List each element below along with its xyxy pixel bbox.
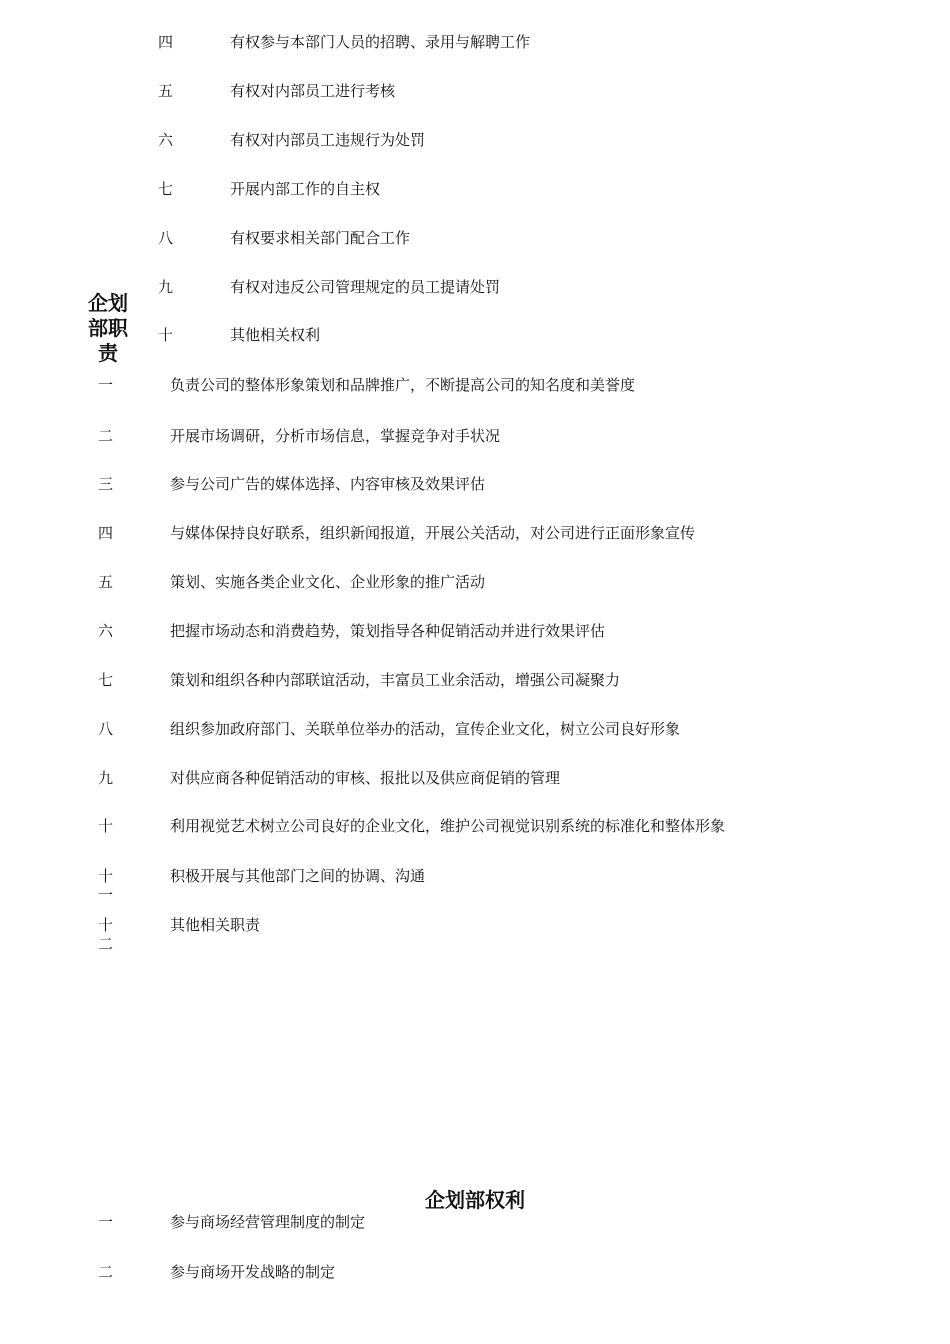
item-text: 其他相关职责 bbox=[170, 916, 261, 934]
item-number: 十一 bbox=[98, 867, 114, 904]
item-text: 有权要求相关部门配合工作 bbox=[230, 229, 411, 247]
item-number: 四 bbox=[158, 33, 174, 51]
item-text: 负责公司的整体形象策划和品牌推广，不断提高公司的知名度和美誉度 bbox=[170, 376, 636, 394]
item-number: 七 bbox=[158, 180, 174, 198]
item-text: 策划和组织各种内部联谊活动，丰富员工业余活动，增强公司凝聚力 bbox=[170, 671, 621, 689]
item-number: 五 bbox=[98, 573, 114, 591]
item-number: 七 bbox=[98, 671, 114, 689]
item-number: 二 bbox=[98, 427, 114, 445]
item-text: 参与商场开发战略的制定 bbox=[170, 1263, 336, 1281]
item-number: 二 bbox=[98, 1263, 114, 1281]
item-number: 八 bbox=[158, 229, 174, 247]
item-number: 九 bbox=[98, 769, 114, 787]
item-text: 与媒体保持良好联系，组织新闻报道，开展公关活动，对公司进行正面形象宣传 bbox=[170, 524, 696, 542]
item-number: 六 bbox=[158, 131, 174, 149]
item-text: 开展市场调研，分析市场信息，掌握竞争对手状况 bbox=[170, 427, 501, 445]
item-text: 参与公司广告的媒体选择、内容审核及效果评估 bbox=[170, 475, 486, 493]
item-text: 其他相关权利 bbox=[230, 326, 321, 344]
item-text: 有权对违反公司管理规定的员工提请处罚 bbox=[230, 278, 501, 296]
item-text: 有权对内部员工进行考核 bbox=[230, 82, 396, 100]
item-number: 九 bbox=[158, 278, 174, 296]
item-text: 开展内部工作的自主权 bbox=[230, 180, 381, 198]
item-text: 有权对内部员工违规行为处罚 bbox=[230, 131, 426, 149]
item-number: 十 bbox=[98, 817, 114, 835]
item-number: 十二 bbox=[98, 916, 114, 953]
item-text: 积极开展与其他部门之间的协调、沟通 bbox=[170, 867, 426, 885]
item-text: 有权参与本部门人员的招聘、录用与解聘工作 bbox=[230, 33, 531, 51]
item-text: 利用视觉艺术树立公司良好的企业文化，维护公司视觉识别系统的标准化和整体形象 bbox=[170, 817, 726, 835]
item-text: 策划、实施各类企业文化、企业形象的推广活动 bbox=[170, 573, 486, 591]
item-number: 八 bbox=[98, 720, 114, 738]
item-text: 对供应商各种促销活动的审核、报批以及供应商促销的管理 bbox=[170, 769, 561, 787]
item-number: 一 bbox=[98, 376, 114, 394]
item-text: 把握市场动态和消费趋势，策划指导各种促销活动并进行效果评估 bbox=[170, 622, 606, 640]
item-number: 一 bbox=[98, 1213, 114, 1231]
item-number: 五 bbox=[158, 82, 174, 100]
item-text: 参与商场经营管理制度的制定 bbox=[170, 1213, 366, 1231]
item-text: 组织参加政府部门、关联单位举办的活动，宣传企业文化，树立公司良好形象 bbox=[170, 720, 681, 738]
item-number: 四 bbox=[98, 524, 114, 542]
duties-heading: 企划部职责 bbox=[88, 291, 128, 365]
item-number: 三 bbox=[98, 475, 114, 493]
item-number: 六 bbox=[98, 622, 114, 640]
item-number: 十 bbox=[158, 326, 174, 344]
rights-heading: 企划部权利 bbox=[425, 1188, 525, 1212]
